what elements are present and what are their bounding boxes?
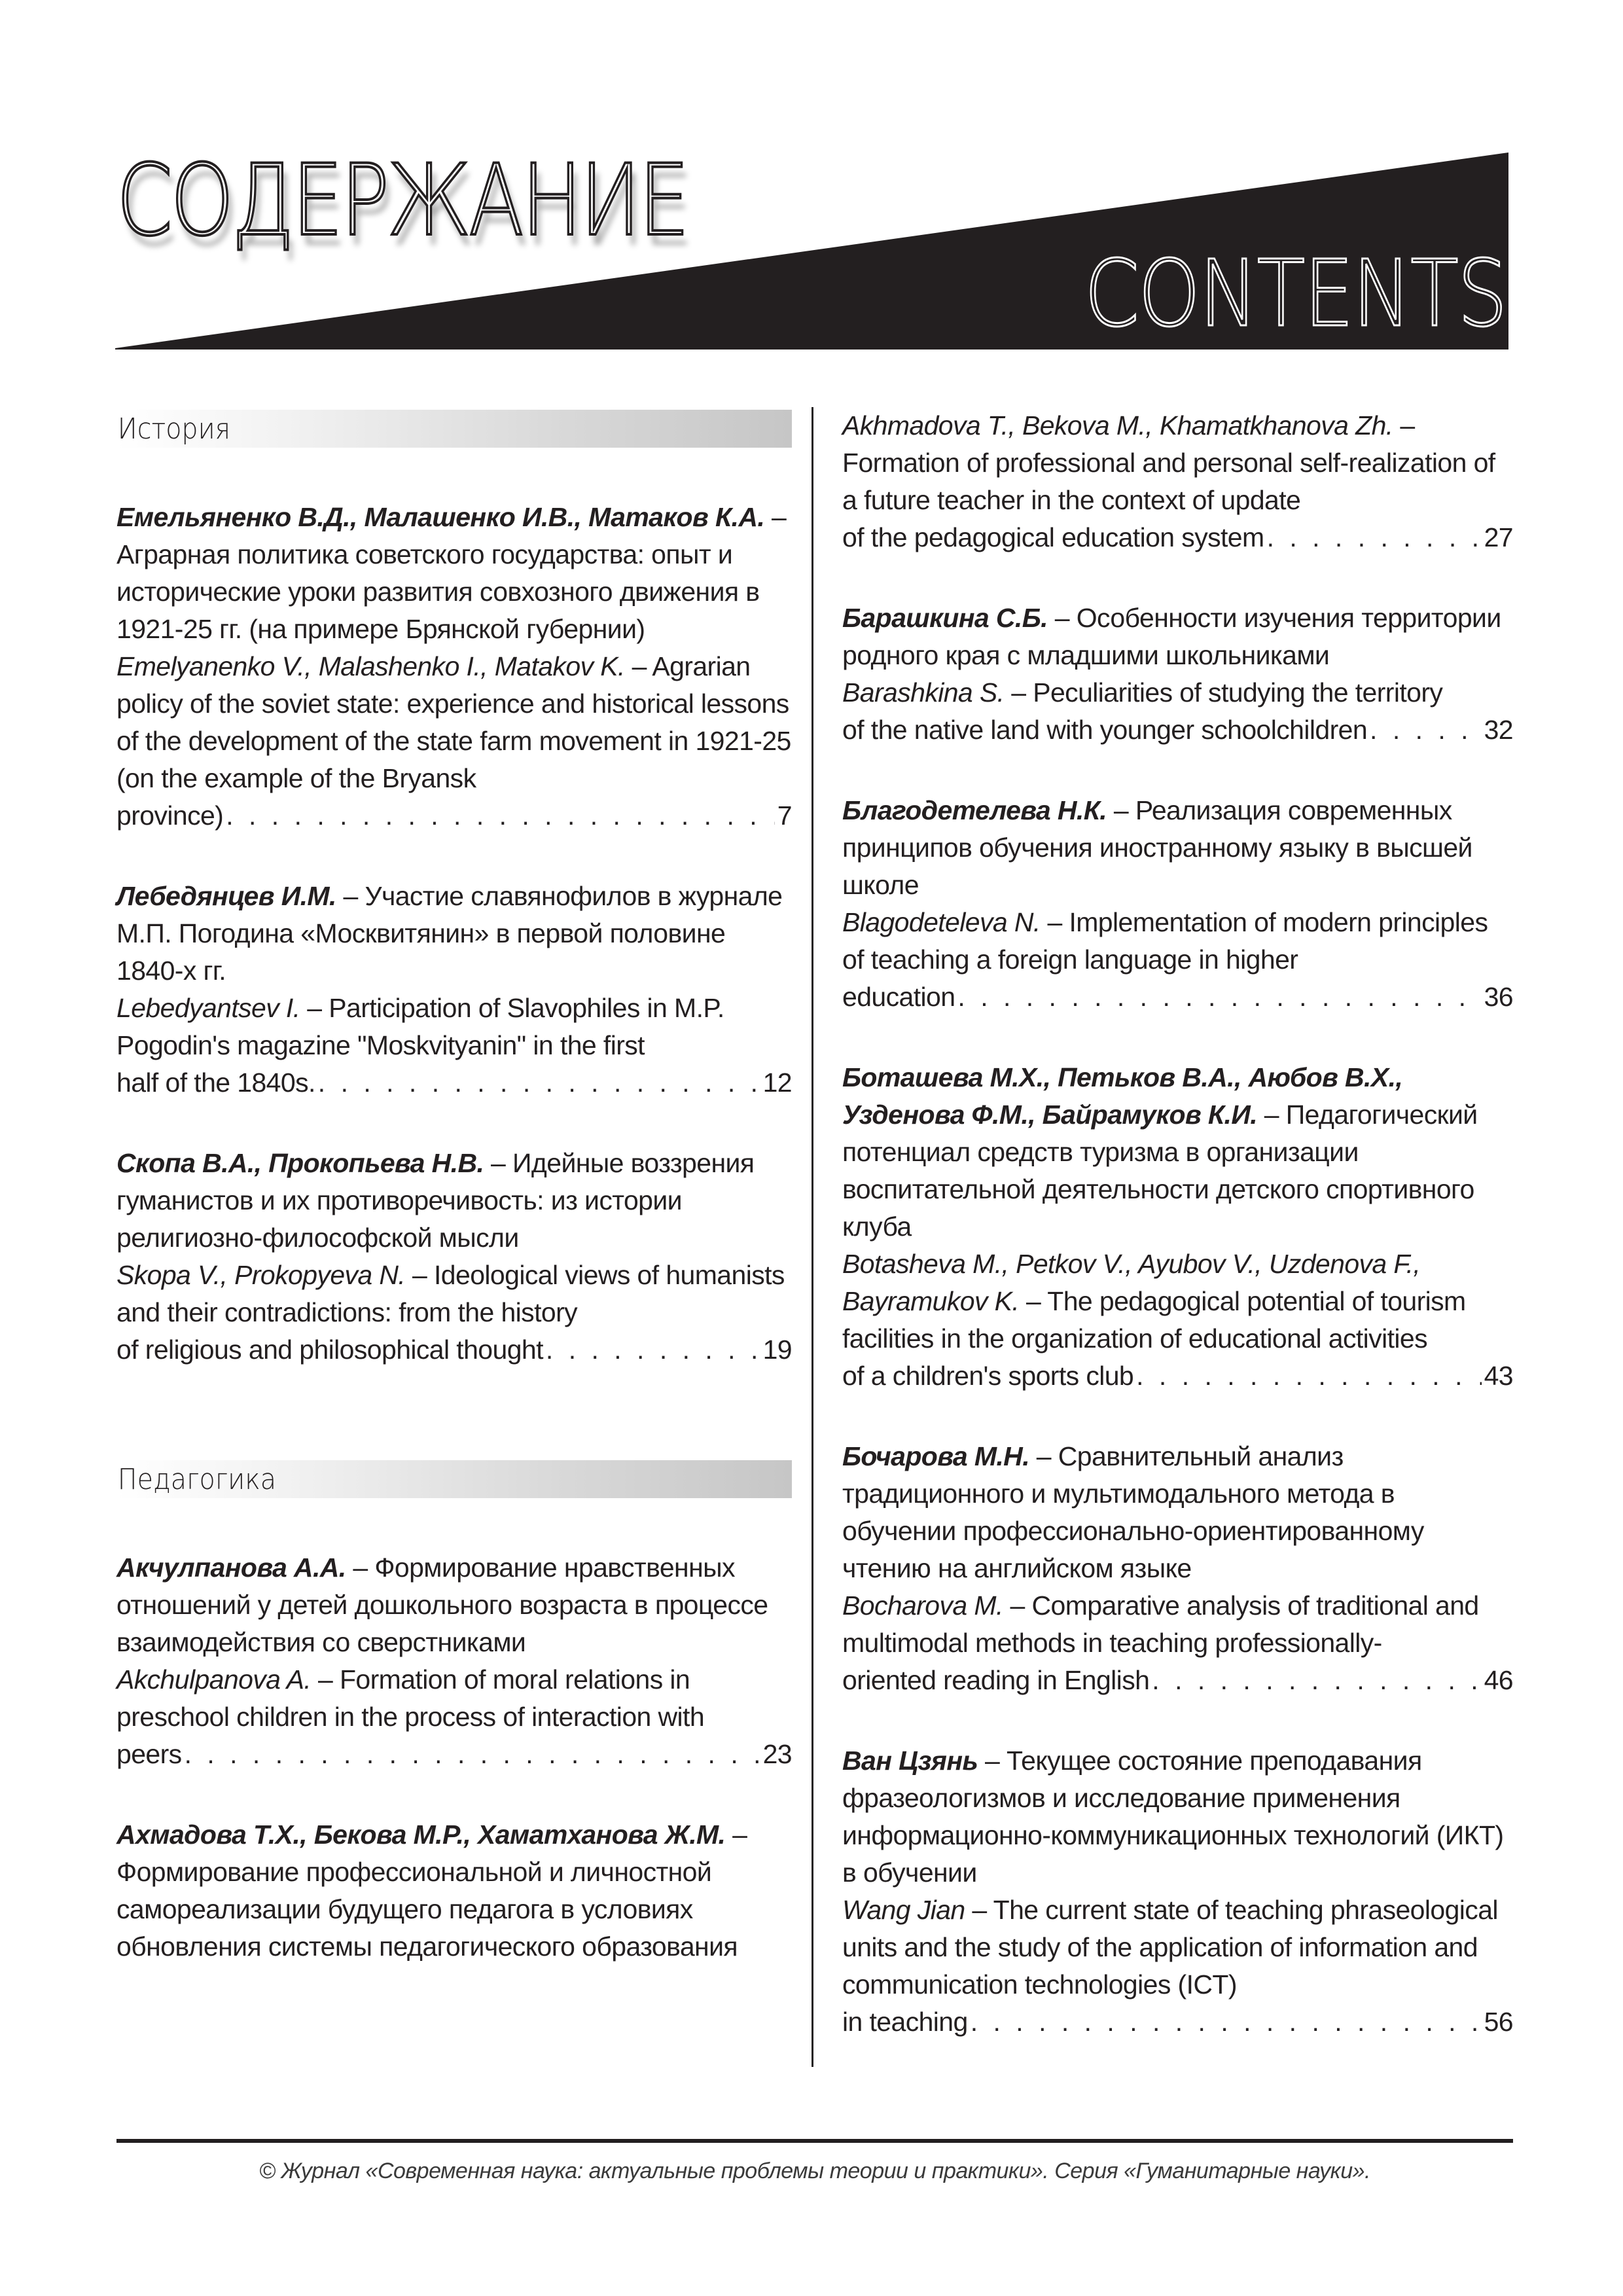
title-en-last-line: oriented reading in English <box>842 1665 1150 1695</box>
authors-en: Emelyanenko V., Malashenko I., Matakov K. <box>116 651 625 681</box>
toc-entry[interactable] <box>842 1438 1513 1699</box>
title-ru: – Формирование профессиональной и личностной самореализации будущего педагога в условиях обновления системы педагогического образования <box>116 1820 747 1962</box>
dot-leader <box>1152 1662 1481 1699</box>
dot-leader <box>318 1064 760 1102</box>
toc-entry-continued[interactable] <box>842 407 1513 556</box>
dot-leader <box>1267 519 1482 556</box>
title-en: – Participation of Slavophiles in M.P. Pogodin's magazine "Moskvityanin" in the first <box>116 993 724 1060</box>
right-column <box>812 407 1513 2067</box>
title-en-last-line: of the pedagogical education system <box>842 522 1264 552</box>
authors-en: Akchulpanova A. <box>116 1664 312 1695</box>
page-number[interactable]: 56 <box>1484 2007 1513 2037</box>
title-en-last-line: of the native land with younger schoolchildren <box>842 715 1368 745</box>
page-number[interactable]: 19 <box>762 1335 792 1365</box>
section-title: История <box>117 412 231 446</box>
authors-ru: Акчулпанова А.А. <box>116 1552 346 1583</box>
title-russian: СОДЕРЖАНИЕ <box>116 144 688 258</box>
title-en-last-line: of religious and philosophical thought <box>116 1335 543 1365</box>
authors-ru: Лебедянцев И.М. <box>116 881 336 911</box>
title-en-last-line: education <box>842 982 955 1012</box>
title-en: – Formation of moral relations in preschool children in the process of interaction with <box>116 1664 705 1732</box>
title-en-last-line: in teaching <box>842 2007 968 2037</box>
authors-en: Botasheva M., Petkov V., Ayubov V., Uzdenova F., Bayramukov K. <box>842 1249 1421 1316</box>
page-number[interactable]: 46 <box>1484 1665 1513 1695</box>
title-ru: – Аграрная политика советского государства: опыт и исторические уроки развития совхозного движения в 1921-25 гг. (на примере Брянской губернии) <box>116 502 787 644</box>
section-title: Педагогика <box>117 1462 277 1496</box>
title-en: – Agrarian policy of the soviet state: experience and historical lessons of the development of the state farm movement in 1921-25 (on the example of the Bryansk <box>116 651 791 793</box>
dot-leader <box>546 1331 760 1369</box>
footer-copyright: © Журнал «Современная наука: актуальные проблемы теории и практики». Серия «Гуманитарные науки». <box>259 2159 1370 2183</box>
authors-en: Wang Jian <box>842 1895 965 1925</box>
toc-entry[interactable] <box>842 600 1513 749</box>
toc-entry[interactable] <box>842 1742 1513 2041</box>
page-number[interactable]: 27 <box>1484 522 1513 552</box>
toc-entry[interactable] <box>116 1145 792 1369</box>
authors-ru: Боташева М.Х., Петьков В.А., Аюбов В.Х., Узденова Ф.М., Байрамуков К.И. <box>842 1062 1403 1130</box>
title-ru: – Особенности изучения территории родного края с младшими школьниками <box>842 603 1501 670</box>
toc-entry[interactable] <box>842 1059 1513 1395</box>
authors-ru: Бочарова М.Н. <box>842 1441 1029 1471</box>
page-number[interactable]: 12 <box>762 1067 792 1098</box>
authors-ru: Благодетелева Н.К. <box>842 795 1107 825</box>
authors-ru: Ван Цзянь <box>842 1746 978 1776</box>
authors-ru: Барашкина С.Б. <box>842 603 1048 633</box>
title-ru: – Сравнительный анализ традиционного и мультимодального метода в обучении профессионально-ориентированному чтению на английском языке <box>842 1441 1424 1583</box>
toc-entry[interactable] <box>116 1549 792 1773</box>
page-number[interactable]: 36 <box>1484 982 1513 1012</box>
section-header-pedagogy <box>116 1460 792 1498</box>
dot-leader <box>226 797 775 834</box>
title-en: – Comparative analysis of traditional and multimodal methods in teaching professionally- <box>842 1590 1479 1658</box>
title-en-last-line: of a children's sports club <box>842 1361 1134 1391</box>
authors-en: Bocharova M. <box>842 1590 1003 1621</box>
title-en: – Peculiarities of studying the territory <box>1004 677 1443 708</box>
title-en-last-line: half of the 1840s. <box>116 1067 315 1098</box>
title-english: CONTENTS <box>1084 241 1507 348</box>
authors-en: Lebedyantsev I. <box>116 993 300 1023</box>
title-en: – The pedagogical potential of tourism facilities in the organization of educational activities <box>842 1286 1466 1354</box>
page-number[interactable]: 43 <box>1484 1361 1513 1391</box>
title-ru: – Реализация современных принципов обучения иностранному языку в высшей школе <box>842 795 1472 900</box>
title-ru: – Формирование нравственных отношений у детей дошкольного возраста в процессе взаимодействия со сверстниками <box>116 1552 768 1657</box>
authors-en: Skopa V., Prokopyeva N. <box>116 1260 406 1290</box>
title-en: – Implementation of modern principles of teaching a foreign language in higher <box>842 907 1488 975</box>
title-ru: – Идейные воззрения гуманистов и их противоречивость: из истории религиозно-философской мысли <box>116 1148 755 1253</box>
contents-banner <box>0 0 1623 367</box>
left-column <box>116 399 792 2009</box>
page-number[interactable]: 23 <box>762 1739 792 1769</box>
title-ru: – Участие славянофилов в журнале М.П. Погодина «Москвитянин» в первой половине 1840-х гг. <box>116 881 783 986</box>
footer-divider <box>116 2139 1513 2143</box>
authors-ru: Ахмадова Т.Х., Бекова М.Р., Хаматханова Ж.М. <box>116 1820 726 1850</box>
title-ru: – Педагогический потенциал средств туризма в организации воспитательной деятельности детского спортивного клуба <box>842 1100 1478 1242</box>
toc-entry[interactable] <box>842 792 1513 1016</box>
toc-entry[interactable] <box>116 1816 792 1965</box>
authors-en: Blagodeteleva N. <box>842 907 1041 937</box>
title-en-last-line: peers <box>116 1739 182 1769</box>
page-number[interactable]: 32 <box>1484 715 1513 745</box>
section-header-history <box>116 410 792 448</box>
authors-en: Barashkina S. <box>842 677 1005 708</box>
toc-entry[interactable] <box>116 499 792 834</box>
dot-leader <box>1136 1357 1481 1395</box>
title-en: – The current state of teaching phraseological units and the study of the application of information and communication technologies (ICT) <box>842 1895 1498 2000</box>
dot-leader <box>957 978 1481 1016</box>
authors-en: Akhmadova T., Bekova M., Khamatkhanova Zh. <box>842 410 1393 440</box>
authors-ru: Скопа В.А., Прокопьева Н.В. <box>116 1148 484 1178</box>
title-en: – Formation of professional and personal self-realization of a future teacher in the context of update <box>842 410 1495 515</box>
dot-leader <box>185 1736 760 1773</box>
authors-ru: Емельяненко В.Д., Малашенко И.В., Матаков К.А. <box>116 502 765 532</box>
title-en-last-line: province) <box>116 800 224 831</box>
dot-leader <box>971 2003 1482 2041</box>
title-ru: – Текущее состояние преподавания фразеологизмов и исследование применения информационно-коммуникационных технологий (ИКТ) в обучении <box>842 1746 1504 1888</box>
toc-entry[interactable] <box>116 878 792 1102</box>
page-number[interactable]: 7 <box>777 800 792 831</box>
dot-leader <box>1370 711 1482 749</box>
title-en: – Ideological views of humanists and their contradictions: from the history <box>116 1260 785 1327</box>
